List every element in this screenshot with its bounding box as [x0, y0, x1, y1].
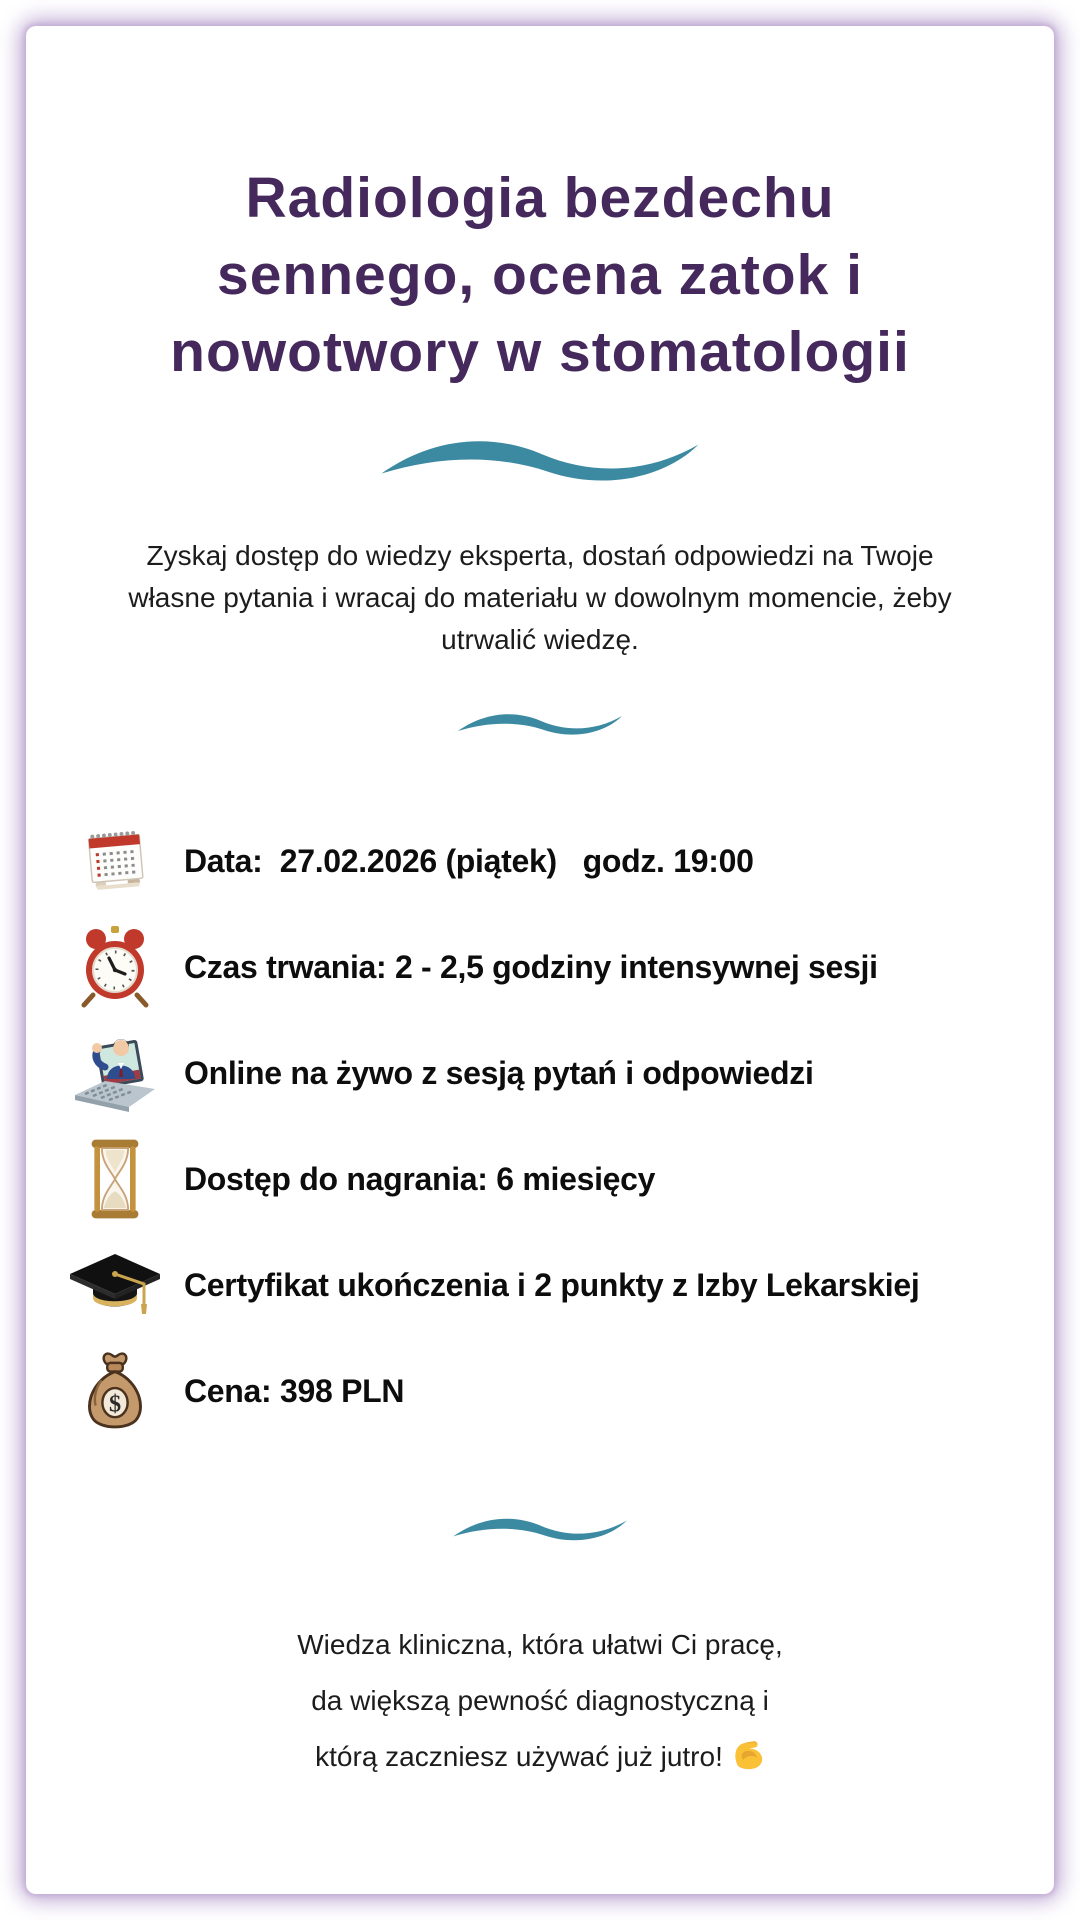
intro-paragraph	[26, 535, 1054, 661]
intro-line-2: własne pytania i wracaj do materiału w dowolnym momencie, żeby	[128, 582, 952, 613]
title-line-1: Radiologia bezdechu	[245, 166, 835, 230]
closing-line-2: da większą pewność diagnostyczną i	[311, 1685, 769, 1716]
calendar-icon	[74, 820, 156, 902]
detail-certificate-text: Certyfikat ukończenia i 2 punkty z Izby Lekarskiej	[184, 1266, 920, 1303]
hourglass-icon	[85, 1136, 145, 1222]
detail-online-text: Online na żywo z sesją pytań i odpowiedzi	[184, 1054, 814, 1091]
webinar-laptop-icon	[71, 1031, 159, 1115]
intro-line-3: utrwalić wiedzę.	[441, 624, 639, 655]
detail-recording-text: Dostęp do nagrania: 6 miesięcy	[184, 1160, 656, 1197]
detail-row-duration	[68, 923, 1054, 1011]
detail-row-price	[68, 1347, 1054, 1435]
graduation-cap-icon	[68, 1252, 162, 1318]
wave-divider-icon	[450, 1513, 630, 1545]
closing-line-1: Wiedza kliniczna, która ułatwi Ci pracę,	[297, 1629, 783, 1660]
wave-divider-icon	[375, 431, 705, 489]
detail-row-recording	[68, 1135, 1054, 1223]
title-line-3: nowotwory w stomatologii	[170, 320, 910, 384]
alarm-clock-icon	[73, 923, 157, 1011]
title-line-2: sennego, ocena zatok i	[217, 243, 863, 307]
closing-line-3: którą zaczniesz używać już jutro!	[26, 1729, 1054, 1785]
detail-duration-text: Czas trwania: 2 - 2,5 godziny intensywnej sesji	[184, 948, 878, 985]
flexed-biceps-icon	[731, 1738, 765, 1772]
detail-row-date	[68, 817, 1054, 905]
detail-row-certificate	[68, 1241, 1054, 1329]
flyer-card	[26, 26, 1054, 1894]
wave-divider-icon	[454, 709, 626, 739]
event-details-list	[68, 817, 1054, 1435]
detail-price-text: Cena: 398 PLN	[184, 1372, 405, 1409]
detail-row-online	[68, 1029, 1054, 1117]
page-title	[26, 160, 1054, 391]
intro-line-1: Zyskaj dostęp do wiedzy eksperta, dostań odpowiedzi na Twoje	[146, 540, 934, 571]
detail-date-text: Data: 27.02.2026 (piątek) godz. 19:00	[184, 842, 754, 879]
money-bag-icon	[82, 1349, 148, 1433]
closing-paragraph	[26, 1617, 1054, 1785]
svg-text:$: $	[108, 1390, 122, 1418]
